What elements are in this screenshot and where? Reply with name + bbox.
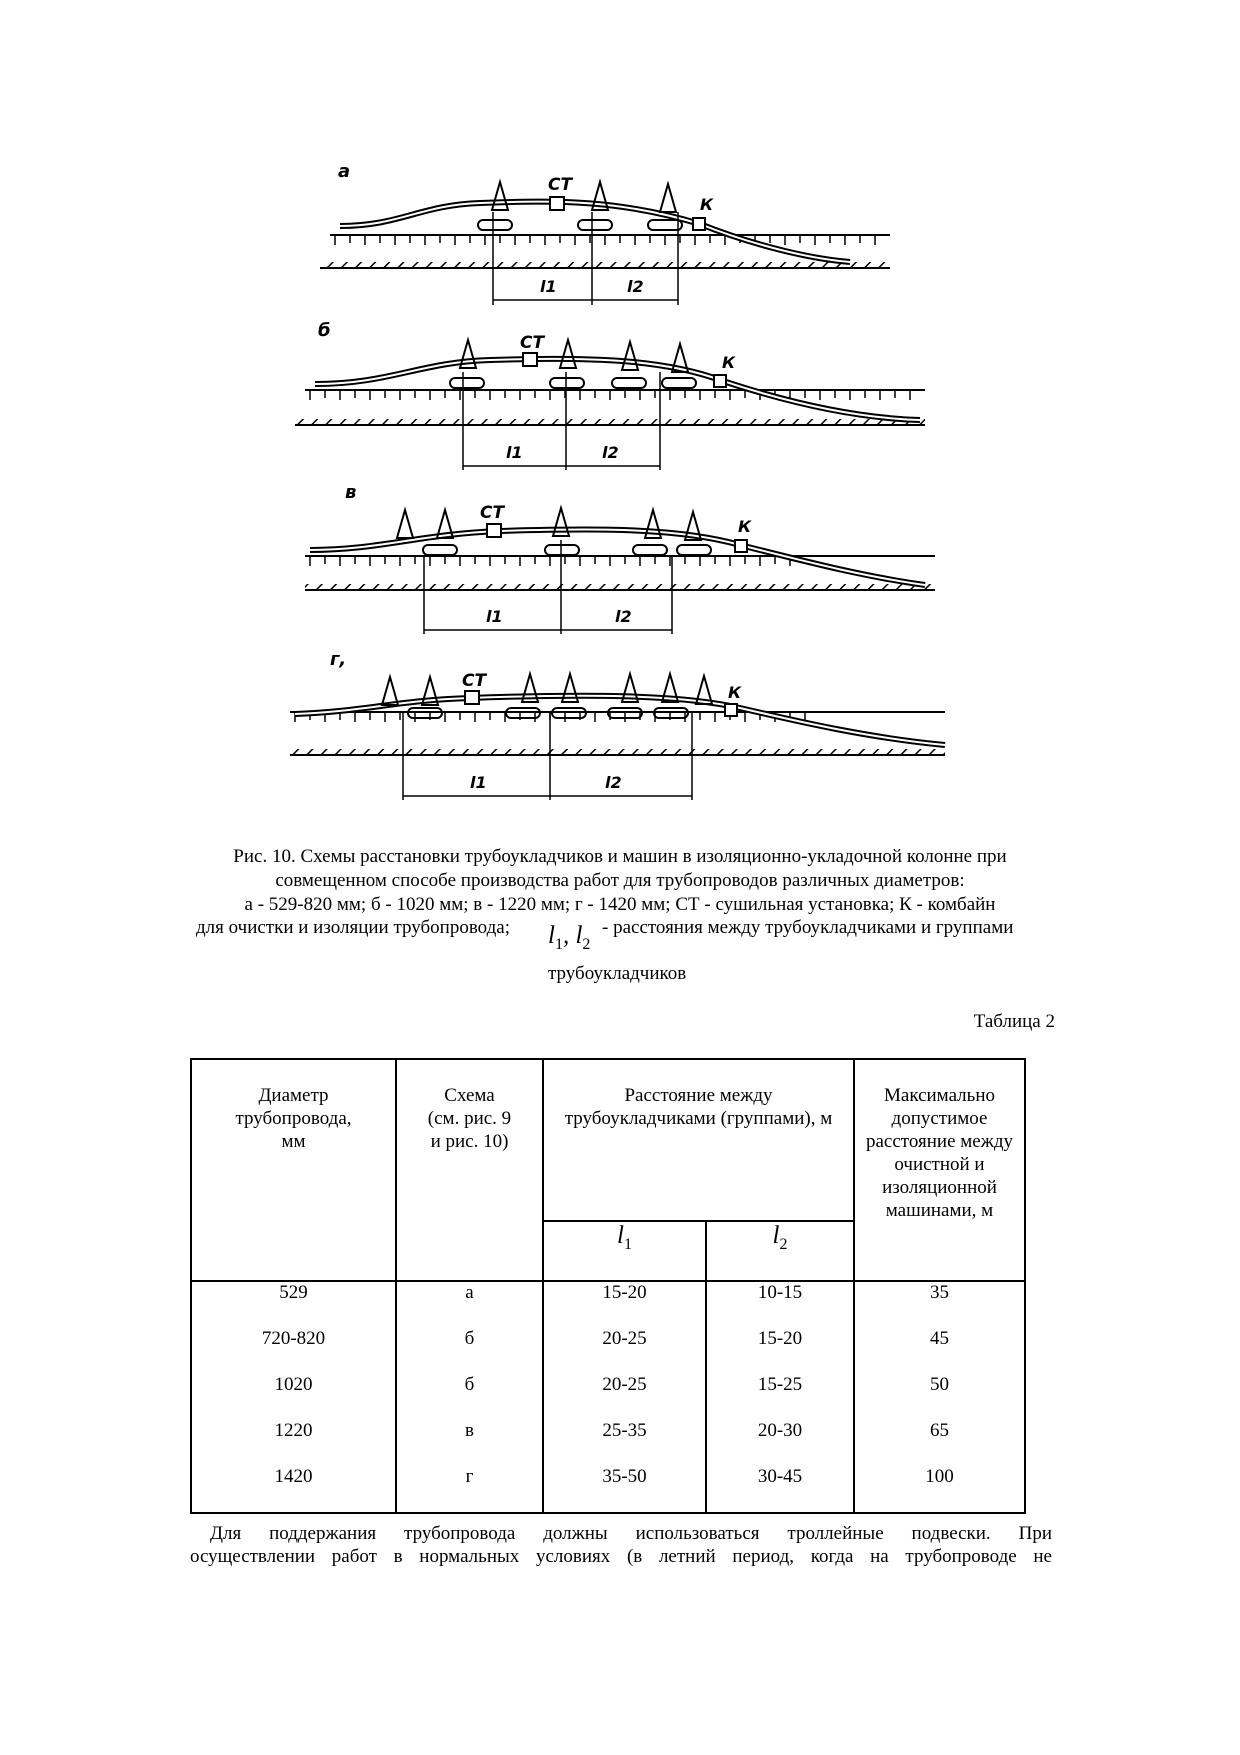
table-row: 1020 б 20-25 15-25 50 <box>191 1374 1025 1420</box>
figure-caption-line-2: совмещенном способе производства работ для трубопроводов различных диаметров: <box>275 870 965 891</box>
distance-table <box>190 1058 1026 1514</box>
figure-caption-line-5: трубоукладчиков <box>548 963 687 984</box>
scheme-panel-v <box>305 482 935 634</box>
k-label: К <box>722 353 736 372</box>
header-l1: $l_1$ <box>543 1221 706 1281</box>
k-label: К <box>700 195 714 214</box>
l2-label: l2 <box>627 277 644 296</box>
scheme-panel-a <box>320 161 890 305</box>
separator: , <box>562 922 576 949</box>
k-label: К <box>728 683 742 702</box>
panel-letter: б <box>318 320 331 341</box>
table-row: 720-820 б 20-25 15-20 45 <box>191 1328 1025 1374</box>
k-label: К <box>738 517 752 536</box>
header-max-distance: Максимально допустимое расстояние между очистной и изоляционной машинами, м <box>854 1059 1025 1281</box>
figure-caption-line-4-left: для очистки и изоляции трубопровода; <box>196 917 511 938</box>
panel-letter: в <box>345 482 357 503</box>
header-distance: Расстояние между трубоукладчиками (группами), м <box>543 1059 854 1221</box>
st-label: СТ <box>520 333 545 353</box>
l1-label: l1 <box>506 443 523 462</box>
table-label: Таблица 2 <box>973 1011 1055 1032</box>
l1-label: l1 <box>486 607 503 626</box>
figure-caption-line-3: а - 529-820 мм; б - 1020 мм; в - 1220 мм; г - 1420 мм; СТ - сушильная установка; К - комбайн <box>244 894 996 915</box>
l1-label: l1 <box>540 277 557 296</box>
subscript-2: 2 <box>582 936 591 953</box>
body-paragraph-line-1: Для поддержания трубопровода должны использоваться троллейные подвески. При <box>210 1523 1052 1544</box>
figure-caption-line-4-right: - расстояния между трубоукладчиками и группами <box>602 917 1014 938</box>
figure-caption-line-1: Рис. 10. Схемы расстановки трубоукладчиков и машин в изоляционно-укладочной колонне при <box>233 846 1007 867</box>
caption-l-symbols <box>548 922 590 954</box>
pipeline-schemes-figure <box>0 0 1240 820</box>
panel-letter: г, <box>330 649 347 670</box>
table-row: 529 а 15-20 10-15 35 <box>191 1281 1025 1328</box>
l-symbol: l <box>548 922 555 949</box>
table-row: 1220 в 25-35 20-30 65 <box>191 1420 1025 1466</box>
st-label: СТ <box>480 503 505 523</box>
panel-letter: а <box>338 161 351 182</box>
header-l2: $l_2$ <box>706 1221 854 1281</box>
l2-label: l2 <box>615 607 632 626</box>
subscript-1: 1 <box>554 936 563 953</box>
scheme-panel-g <box>290 649 945 800</box>
body-paragraph-line-2: осуществлении работ в нормальных условиях (в летний период, когда на трубопроводе не <box>190 1546 1052 1567</box>
table-header-row <box>191 1059 1025 1221</box>
st-label: СТ <box>462 671 487 691</box>
header-scheme: Схема (см. рис. 9 и рис. 10) <box>396 1059 543 1281</box>
l1-label: l1 <box>470 773 487 792</box>
l-symbol: l <box>575 922 583 949</box>
table-row: 1420 г 35-50 30-45 100 <box>191 1466 1025 1513</box>
st-label: СТ <box>548 175 573 195</box>
l2-label: l2 <box>605 773 622 792</box>
l2-label: l2 <box>602 443 619 462</box>
scheme-panel-b <box>295 320 925 470</box>
header-diameter: Диаметр трубопровода, мм <box>191 1059 396 1281</box>
